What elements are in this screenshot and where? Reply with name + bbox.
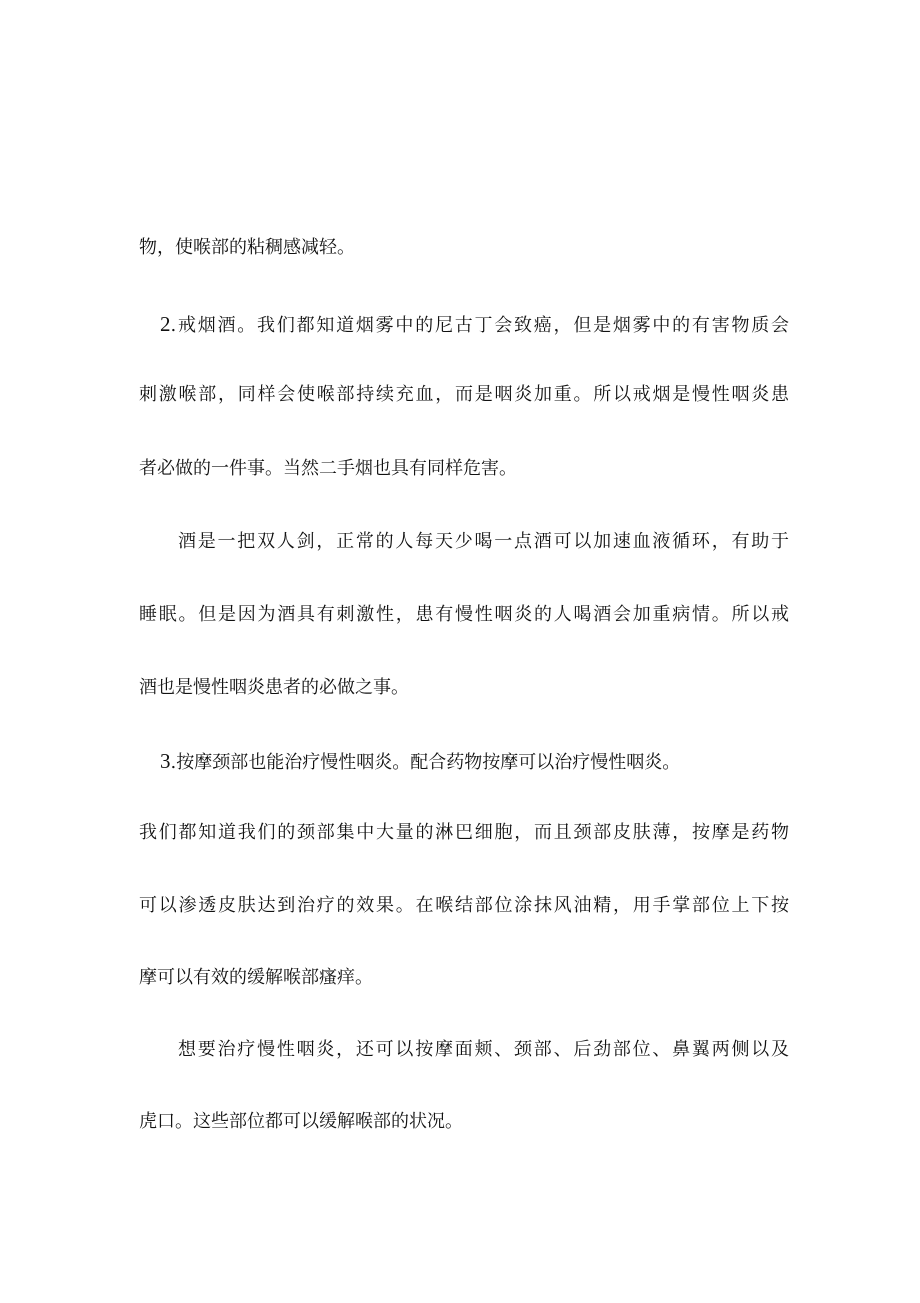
text-line: 想要治疗慢性咽炎，还可以按摩面颊、颈部、后劲部位、鼻翼两侧以及 (178, 1039, 789, 1060)
text-line: 可以渗透皮肤达到治疗的效果。在喉结部位涂抹风油精，用手掌部位上下按 (139, 895, 789, 916)
text-line: 摩可以有效的缓解喉部瘙痒。 (139, 967, 373, 988)
list-number: 3 (160, 749, 171, 773)
text-line: 睡眠。但是因为酒具有刺激性，患有慢性咽炎的人喝酒会加重病情。所以戒 (139, 604, 789, 625)
text-line: 者必做的一件事。当然二手烟也具有同样危害。 (139, 458, 517, 479)
list-number: 2 (160, 312, 171, 336)
text-line: 我们都知道我们的颈部集中大量的淋巴细胞，而且颈部皮肤薄，按摩是药物 (139, 822, 789, 843)
list-item-3 (160, 749, 789, 775)
text-line: 物，使喉部的粘稠感减轻。 (139, 237, 355, 258)
text-line: 酒是一把双人剑，正常的人每天少喝一点酒可以加速血液循环，有助于 (178, 531, 789, 552)
text-line: 酒也是慢性咽炎患者的必做之事。 (139, 677, 409, 698)
text-line: 虎口。这些部位都可以缓解喉部的状况。 (139, 1111, 463, 1132)
text-line: .戒烟酒。我们都知道烟雾中的尼古丁会致癌，但是烟雾中的有害物质会 (170, 315, 789, 336)
text-line: .按摩颈部也能治疗慢性咽炎。配合药物按摩可以治疗慢性咽炎。 (170, 752, 681, 773)
text-line: 刺激喉部，同样会使喉部持续充血，而是咽炎加重。所以戒烟是慢性咽炎患 (139, 384, 789, 405)
list-item-2 (160, 312, 789, 338)
